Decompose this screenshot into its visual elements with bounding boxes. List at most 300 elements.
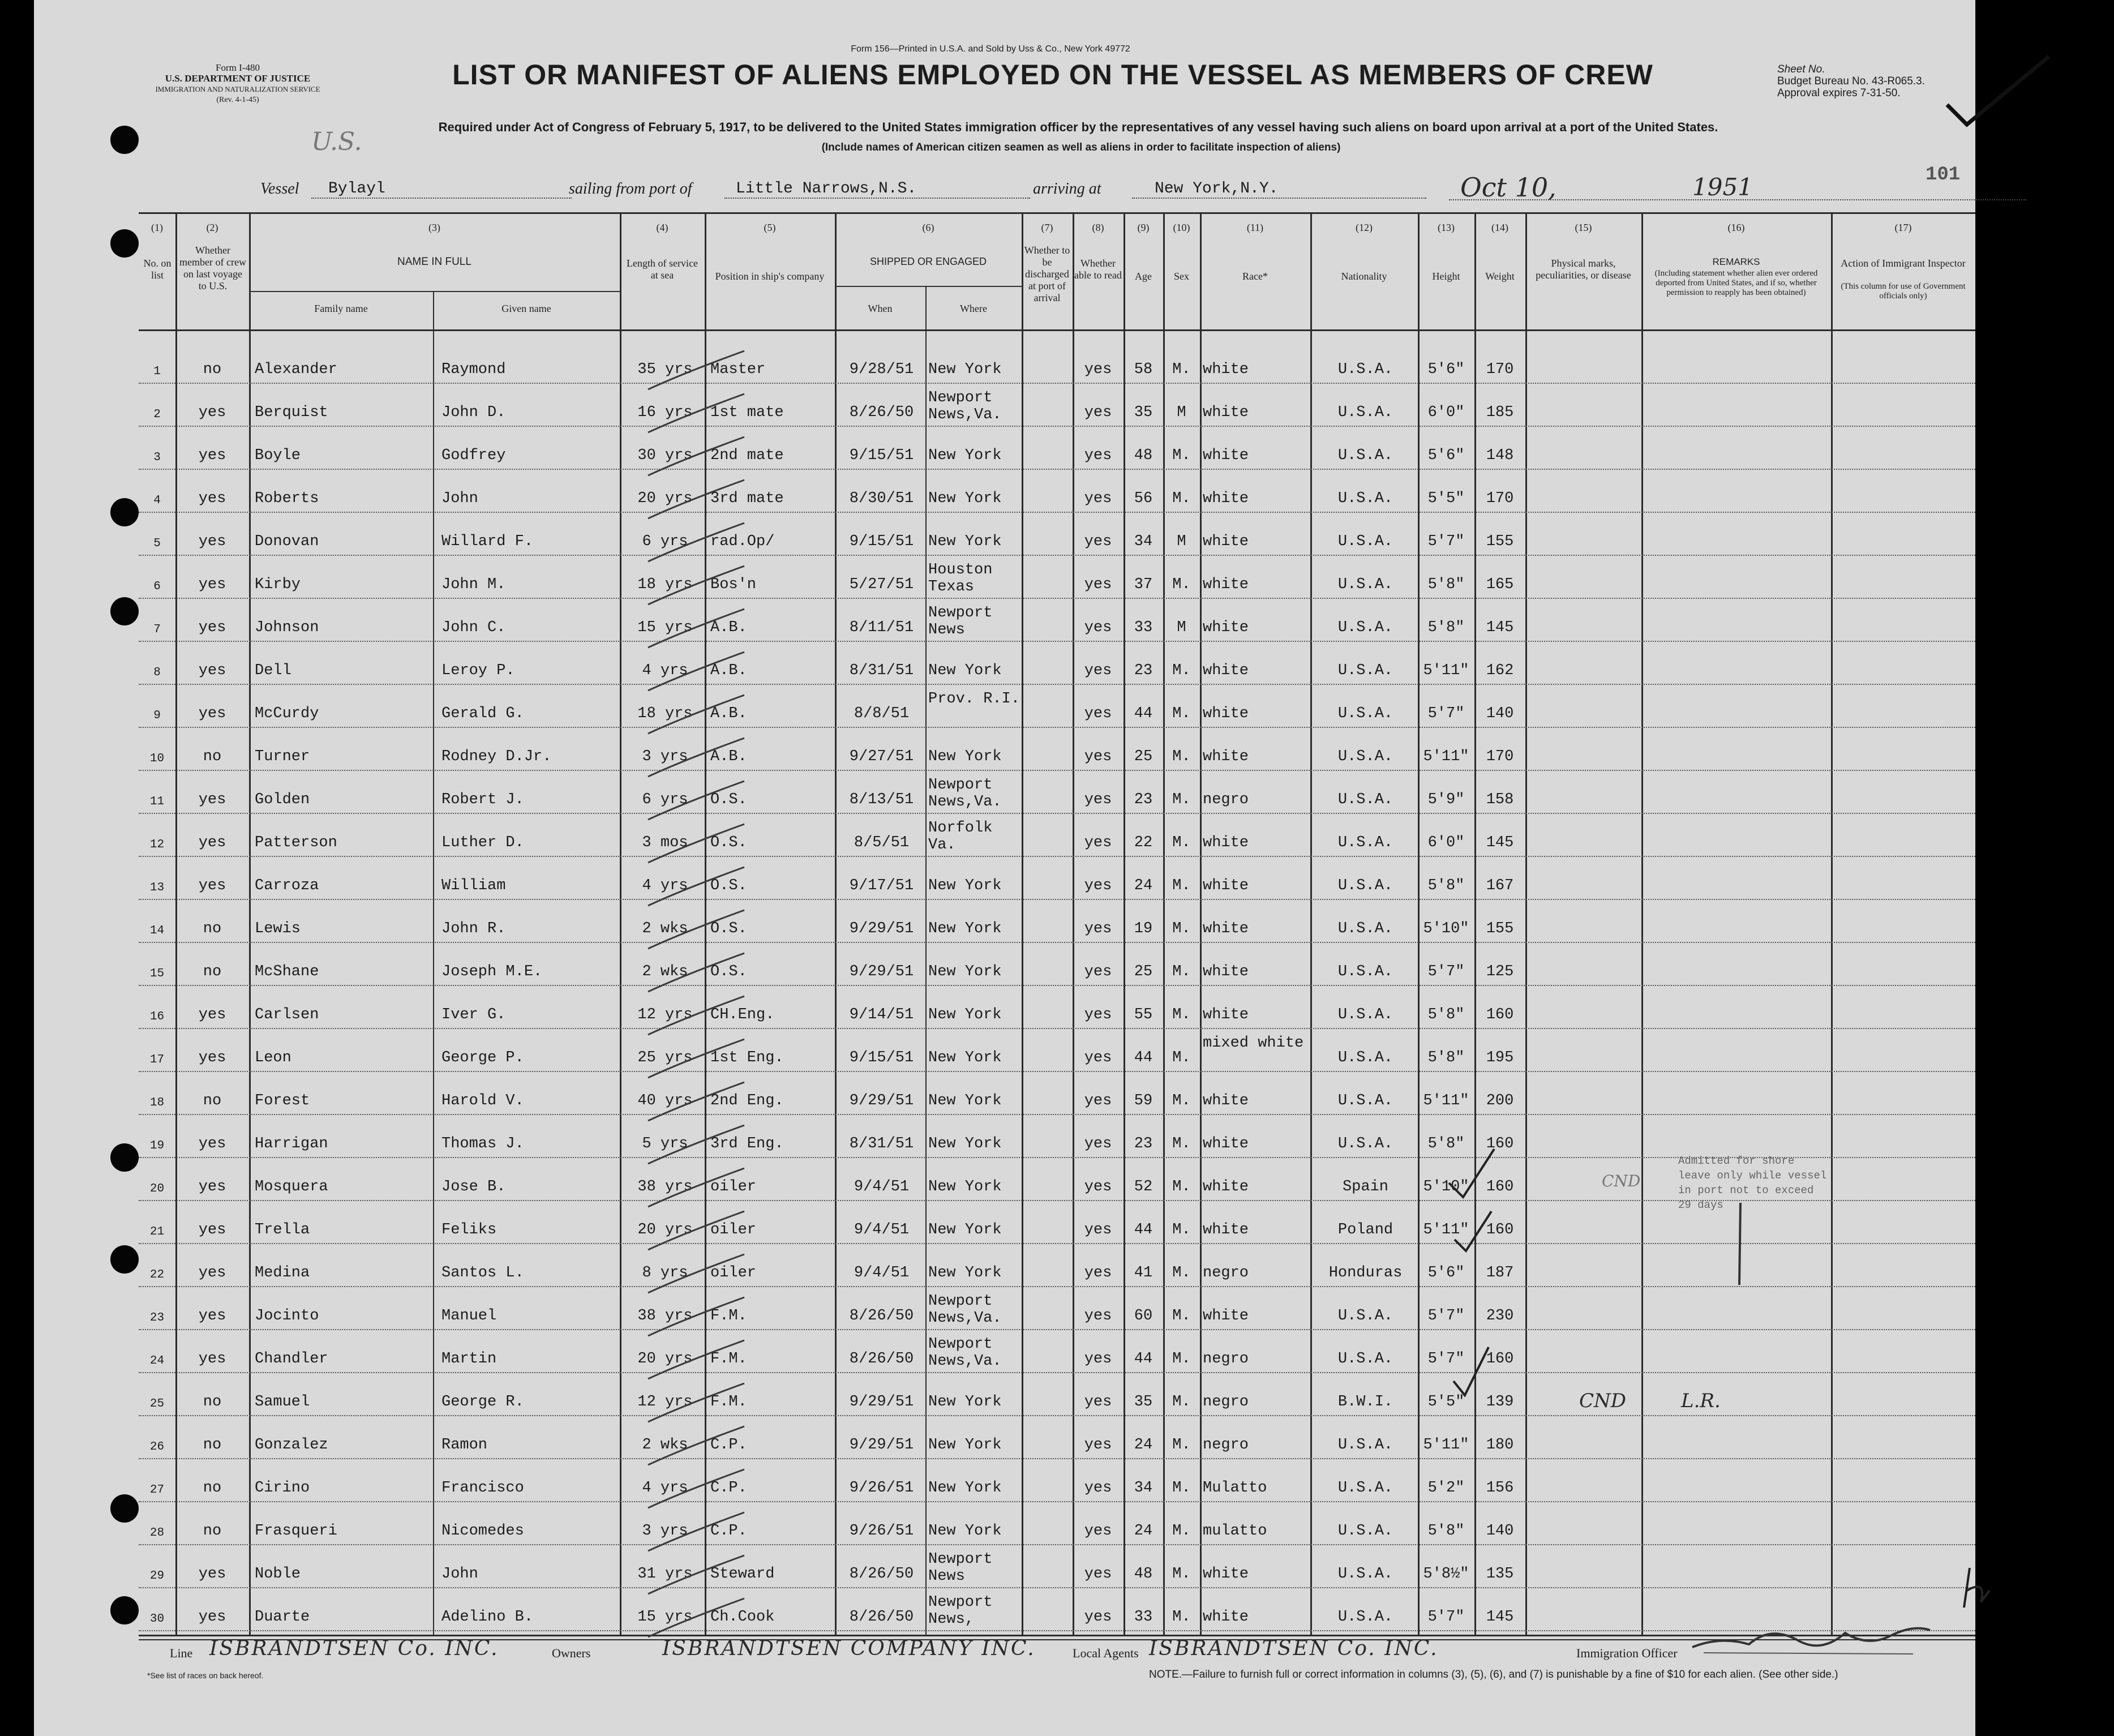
race-cell: white: [1203, 748, 1249, 765]
race-cell: white: [1203, 361, 1249, 378]
last-voyage-cell: no: [203, 1092, 222, 1109]
sex-cell: M.: [1172, 791, 1191, 808]
header-where: Where: [960, 303, 987, 314]
table-row: [34, 559, 1975, 602]
weight-cell: 139: [1486, 1394, 1514, 1411]
weight-cell: 170: [1486, 490, 1514, 507]
sex-cell: M.: [1172, 1221, 1191, 1238]
able-to-read-cell: yes: [1084, 404, 1112, 421]
nationality-cell: U.S.A.: [1337, 447, 1393, 464]
row-rule: [139, 1587, 1975, 1588]
row-number: 15: [149, 967, 165, 980]
height-cell: 5'6": [1427, 447, 1465, 464]
able-to-read-cell: yes: [1084, 1006, 1112, 1023]
height-cell: 5'5": [1427, 490, 1465, 507]
shipped-where-cell: New York: [928, 1178, 1002, 1195]
weight-cell: 187: [1486, 1265, 1514, 1281]
family-name-cell: Roberts: [255, 490, 319, 507]
nationality-cell: Spain: [1342, 1178, 1388, 1195]
include-note: (Include names of American citizen seamen as well as aliens in order to facilitate inspection of aliens): [821, 142, 1341, 153]
nationality-cell: Poland: [1337, 1221, 1393, 1238]
table-row: [34, 1463, 1975, 1506]
family-name-cell: Carroza: [255, 877, 319, 894]
race-cell: mixed white: [1203, 1035, 1304, 1052]
position-cell: F.M.: [710, 1351, 747, 1368]
department-name: U.S. DEPARTMENT OF JUSTICE: [165, 73, 311, 84]
shipped-when-cell: 9/29/51: [849, 920, 914, 937]
age-cell: 48: [1134, 1566, 1153, 1583]
weight-cell: 125: [1486, 963, 1514, 980]
height-cell: 5'8": [1427, 619, 1465, 636]
initial-mark-icon: [1958, 1562, 1998, 1613]
row-rule: [139, 1028, 1975, 1029]
arrival-date: Oct 10,: [1460, 172, 1556, 203]
age-cell: 44: [1134, 705, 1153, 722]
position-cell: A.B.: [710, 748, 747, 765]
shipped-where-cell: New York: [928, 963, 1002, 980]
age-cell: 44: [1134, 1221, 1153, 1238]
budget-bureau: Budget Bureau No. 43-R065.3.: [1777, 75, 1925, 87]
nationality-cell: U.S.A.: [1337, 1609, 1393, 1626]
position-cell: rad.Op/: [710, 533, 775, 550]
sex-cell: M.: [1172, 1265, 1191, 1281]
given-name-cell: Nicomedes: [441, 1523, 524, 1540]
given-name-cell: Francisco: [441, 1480, 524, 1497]
able-to-read-cell: yes: [1084, 1351, 1112, 1368]
col-number: (17): [1894, 222, 1912, 233]
given-name-cell: John C.: [441, 619, 506, 636]
given-name-cell: George P.: [441, 1049, 524, 1066]
row-number: 27: [149, 1484, 165, 1497]
table-row: [34, 1032, 1975, 1075]
table-row: [34, 387, 1975, 430]
row-number: 1: [153, 365, 161, 378]
position-cell: 1st mate: [710, 404, 784, 421]
height-cell: 5'9": [1427, 791, 1465, 808]
sex-cell: M.: [1172, 447, 1191, 464]
last-voyage-cell: no: [203, 1480, 222, 1497]
position-cell: O.S.: [710, 791, 747, 808]
last-voyage-cell: yes: [198, 877, 226, 894]
able-to-read-cell: yes: [1084, 963, 1112, 980]
able-to-read-cell: yes: [1084, 834, 1112, 851]
family-name-cell: Boyle: [255, 447, 301, 464]
shipped-when-cell: 8/26/50: [849, 1609, 914, 1626]
position-cell: Bos'n: [710, 576, 757, 593]
position-cell: oiler: [710, 1221, 757, 1238]
row-rule: [139, 598, 1975, 599]
us-stamp: U.S.: [311, 127, 362, 156]
shipped-where-cell: New York: [928, 361, 1002, 378]
age-cell: 35: [1134, 1394, 1153, 1411]
lr-annotation-row25: L.R.: [1681, 1390, 1721, 1412]
family-name-cell: Mosquera: [255, 1178, 328, 1195]
family-name-cell: Golden: [255, 791, 310, 808]
row-rule: [139, 813, 1975, 814]
race-cell: negro: [1203, 791, 1249, 808]
service-length-cell: 20 yrs: [637, 1221, 693, 1238]
shipped-where-cell: Newport News,Va.: [928, 1293, 1002, 1327]
shipped-when-cell: 9/14/51: [849, 1006, 914, 1023]
last-voyage-cell: no: [203, 361, 222, 378]
row-rule: [139, 426, 1975, 427]
able-to-read-cell: yes: [1084, 490, 1112, 507]
able-to-read-cell: yes: [1084, 1092, 1112, 1109]
table-row: [34, 774, 1975, 817]
given-name-cell: Martin: [441, 1351, 497, 1368]
header-nationality: Nationality: [1341, 271, 1387, 282]
page-number: 101: [1926, 164, 1961, 186]
height-cell: 5'7": [1427, 1351, 1465, 1368]
height-cell: 5'8½": [1423, 1566, 1469, 1583]
row-number: 12: [149, 838, 165, 851]
age-cell: 33: [1134, 1609, 1153, 1626]
shipped-where-cell: New York: [928, 447, 1002, 464]
given-name-cell: Willard F.: [441, 533, 534, 550]
weight-cell: 140: [1486, 1523, 1514, 1540]
age-cell: 19: [1134, 920, 1153, 937]
able-to-read-cell: yes: [1084, 705, 1112, 722]
shipped-where-cell: New York: [928, 662, 1002, 679]
height-cell: 5'5": [1427, 1394, 1465, 1411]
sex-cell: M.: [1172, 1308, 1191, 1324]
age-cell: 59: [1134, 1092, 1153, 1109]
given-name-cell: Ramon: [441, 1437, 488, 1454]
age-cell: 33: [1134, 619, 1153, 636]
weight-cell: 170: [1486, 748, 1514, 765]
height-cell: 5'6": [1427, 1265, 1465, 1281]
family-name-cell: Medina: [255, 1265, 310, 1281]
weight-cell: 160: [1486, 1351, 1514, 1368]
col-number: (7): [1041, 222, 1053, 233]
able-to-read-cell: yes: [1084, 1480, 1112, 1497]
header-bottom-border: [139, 329, 1975, 331]
row-rule: [139, 727, 1975, 728]
family-name-cell: Jocinto: [255, 1308, 319, 1324]
family-name-cell: Trella: [255, 1221, 310, 1238]
tally-stroke: [645, 1597, 747, 1643]
weight-cell: 140: [1486, 705, 1514, 722]
weight-cell: 135: [1486, 1566, 1514, 1583]
check-marks-height-icon: [1438, 1143, 1517, 1404]
able-to-read-cell: yes: [1084, 361, 1112, 378]
given-name-cell: Leroy P.: [441, 662, 515, 679]
sex-cell: M.: [1172, 834, 1191, 851]
shipped-when-cell: 9/26/51: [849, 1523, 914, 1540]
shipped-where-cell: Norfolk Va.: [928, 820, 993, 854]
header-race: Race*: [1242, 271, 1268, 282]
weight-cell: 160: [1486, 1135, 1514, 1152]
given-name-cell: Thomas J.: [441, 1135, 524, 1152]
family-name-cell: McCurdy: [255, 705, 319, 722]
service-length-cell: 20 yrs: [637, 1351, 693, 1368]
row-rule: [139, 469, 1975, 470]
height-cell: 5'11": [1423, 1221, 1469, 1238]
height-cell: 5'11": [1423, 748, 1469, 765]
weight-cell: 158: [1486, 791, 1514, 808]
header-age: Age: [1135, 271, 1152, 282]
able-to-read-cell: yes: [1084, 791, 1112, 808]
shipped-when-cell: 9/15/51: [849, 1049, 914, 1066]
row-rule: [139, 1329, 1975, 1330]
position-cell: C.P.: [710, 1480, 747, 1497]
shipped-when-cell: 8/26/50: [849, 404, 914, 421]
shipped-where-cell: Newport News,: [928, 1594, 993, 1628]
weight-cell: 165: [1486, 576, 1514, 593]
table-row: [34, 817, 1975, 860]
table-row: [34, 903, 1975, 946]
row-number: 29: [149, 1570, 165, 1583]
shipped-where-cell: Newport News,Va.: [928, 777, 1002, 811]
row-rule: [139, 1286, 1975, 1287]
immigration-officer-label: Immigration Officer: [1576, 1646, 1678, 1660]
header-physical-marks: Physical marks, peculiarities, or disease: [1536, 258, 1631, 281]
race-cell: negro: [1203, 1394, 1249, 1411]
given-name-cell: Raymond: [441, 361, 506, 378]
nationality-cell: U.S.A.: [1337, 576, 1393, 593]
table-row: [34, 860, 1975, 903]
sex-cell: M: [1177, 533, 1186, 550]
shipped-when-cell: 8/26/50: [849, 1308, 914, 1324]
sex-cell: M.: [1172, 1049, 1191, 1066]
service-length-cell: 38 yrs: [637, 1178, 693, 1195]
age-cell: 52: [1134, 1178, 1153, 1195]
col-number: (8): [1092, 222, 1104, 233]
height-cell: 5'11": [1423, 662, 1469, 679]
sex-cell: M.: [1172, 1394, 1191, 1411]
shipped-when-cell: 8/13/51: [849, 791, 914, 808]
able-to-read-cell: yes: [1084, 619, 1112, 636]
shipped-when-cell: 8/30/51: [849, 490, 914, 507]
height-cell: 6'0": [1427, 404, 1465, 421]
family-name-cell: Patterson: [255, 834, 337, 851]
row-rule: [139, 512, 1975, 513]
nationality-cell: U.S.A.: [1337, 662, 1393, 679]
able-to-read-cell: yes: [1084, 447, 1112, 464]
col-number: (16): [1727, 222, 1745, 233]
race-cell: white: [1203, 963, 1249, 980]
age-cell: 25: [1134, 748, 1153, 765]
shipped-where-cell: Prov. R.I.: [928, 691, 1020, 708]
row-number: 5: [153, 537, 161, 550]
row-number: 20: [149, 1182, 165, 1195]
nationality-cell: U.S.A.: [1337, 1049, 1393, 1066]
row-number: 26: [149, 1441, 165, 1454]
position-cell: oiler: [710, 1265, 757, 1281]
given-name-cell: Jose B.: [441, 1178, 506, 1195]
nationality-cell: U.S.A.: [1337, 619, 1393, 636]
sex-cell: M.: [1172, 490, 1191, 507]
col-number: (4): [656, 222, 668, 233]
local-agents-value: ISBRANDTSEN Co. INC.: [1149, 1637, 1439, 1660]
row-rule: [139, 770, 1975, 771]
table-row: [34, 1248, 1975, 1291]
weight-cell: 170: [1486, 361, 1514, 378]
sex-cell: M.: [1172, 576, 1191, 593]
shipped-when-cell: 8/26/50: [849, 1351, 914, 1368]
given-name-cell: John: [441, 1566, 478, 1583]
height-cell: 5'7": [1427, 533, 1465, 550]
sex-cell: M.: [1172, 1092, 1191, 1109]
shipped-when-cell: 9/15/51: [849, 447, 914, 464]
given-name-cell: George R.: [441, 1394, 524, 1411]
nationality-cell: B.W.I.: [1337, 1394, 1393, 1411]
weight-cell: 160: [1486, 1006, 1514, 1023]
family-name-cell: Harrigan: [255, 1135, 328, 1152]
header-family-name: Family name: [314, 303, 368, 314]
last-voyage-cell: yes: [198, 1006, 226, 1023]
race-cell: white: [1203, 834, 1249, 851]
shipped-where-cell: Newport News,Va.: [928, 389, 1002, 423]
weight-cell: 200: [1486, 1092, 1514, 1109]
sheet-info: [1777, 63, 1925, 99]
row-rule: [139, 1544, 1975, 1545]
header-remarks-note: (Including statement whether alien ever ordered deported from United States, and if so, whether permission to reapply has been obtained): [1654, 269, 1818, 297]
given-name-cell: John M.: [441, 576, 506, 593]
shipped-when-cell: 9/29/51: [849, 1394, 914, 1411]
nationality-cell: U.S.A.: [1337, 490, 1393, 507]
row-number: 7: [153, 623, 161, 636]
form-printer-line: Form 156—Printed in U.S.A. and Sold by Uss & Co., New York 49772: [851, 44, 1130, 54]
family-name-cell: Leon: [255, 1049, 291, 1066]
height-cell: 5'7": [1427, 705, 1465, 722]
age-cell: 24: [1134, 877, 1153, 894]
weight-cell: 155: [1486, 533, 1514, 550]
shipped-subheader-rule: [835, 286, 1022, 287]
height-cell: 5'10": [1423, 1178, 1469, 1195]
age-cell: 34: [1134, 1480, 1153, 1497]
given-name-cell: Luther D.: [441, 834, 524, 851]
race-cell: white: [1203, 920, 1249, 937]
owners-label: Owners: [552, 1646, 591, 1660]
able-to-read-cell: yes: [1084, 920, 1112, 937]
row-number: 16: [149, 1010, 165, 1023]
position-cell: 3rd Eng.: [710, 1135, 784, 1152]
height-cell: 5'8": [1427, 1523, 1465, 1540]
last-voyage-cell: yes: [198, 1566, 226, 1583]
age-cell: 44: [1134, 1351, 1153, 1368]
officer-signature: [1687, 1613, 1936, 1664]
sex-cell: M.: [1172, 1480, 1191, 1497]
arrival-year: 1951: [1692, 173, 1753, 201]
race-cell: white: [1203, 1566, 1249, 1583]
nationality-cell: U.S.A.: [1337, 361, 1393, 378]
last-voyage-cell: yes: [198, 1221, 226, 1238]
col-number: (13): [1438, 222, 1455, 233]
family-name-cell: Duarte: [255, 1609, 310, 1626]
shipped-where-cell: Newport News: [928, 605, 993, 638]
row-rule: [139, 856, 1975, 857]
shipped-where-cell: Newport News: [928, 1551, 993, 1585]
age-cell: 23: [1134, 1135, 1153, 1152]
age-cell: 22: [1134, 834, 1153, 851]
weight-cell: 185: [1486, 404, 1514, 421]
nationality-cell: U.S.A.: [1337, 533, 1393, 550]
given-name-cell: John D.: [441, 404, 506, 421]
family-name-cell: Dell: [255, 662, 291, 679]
vessel-line: [260, 164, 1961, 203]
nationality-cell: U.S.A.: [1337, 1523, 1393, 1540]
height-cell: 6'0": [1427, 834, 1465, 851]
service-length-cell: 12 yrs: [637, 1394, 693, 1411]
last-voyage-cell: yes: [198, 705, 226, 722]
punch-hole: [110, 126, 139, 154]
service-length-cell: 25 yrs: [637, 1049, 693, 1066]
able-to-read-cell: yes: [1084, 1265, 1112, 1281]
last-voyage-cell: yes: [198, 1178, 226, 1195]
table-row: [34, 344, 1975, 387]
line-value: ISBRANDTSEN Co. INC.: [209, 1637, 499, 1660]
weight-cell: 195: [1486, 1049, 1514, 1066]
height-cell: 5'10": [1423, 920, 1469, 937]
race-cell: Mulatto: [1203, 1480, 1267, 1497]
age-cell: 56: [1134, 490, 1153, 507]
table-row: [34, 516, 1975, 559]
race-cell: white: [1203, 1178, 1249, 1195]
family-name-cell: Donovan: [255, 533, 319, 550]
row-number: 21: [149, 1225, 165, 1238]
family-name-cell: Samuel: [255, 1394, 310, 1411]
position-cell: A.B.: [710, 705, 747, 722]
family-name-cell: McShane: [255, 963, 319, 980]
position-cell: 1st Eng.: [710, 1049, 784, 1066]
sex-cell: M.: [1172, 877, 1191, 894]
header-name-in-full: NAME IN FULL: [397, 256, 471, 268]
service-length-cell: 2 wks: [642, 920, 688, 937]
header-height: Height: [1432, 271, 1460, 282]
position-cell: F.M.: [710, 1394, 747, 1411]
shipped-when-cell: 9/29/51: [849, 1092, 914, 1109]
header-remarks: REMARKS: [1712, 256, 1760, 267]
row-rule: [139, 899, 1975, 900]
crew-list: [34, 344, 1975, 1635]
age-cell: 48: [1134, 447, 1153, 464]
sex-cell: M.: [1172, 1437, 1191, 1454]
height-cell: 5'6": [1427, 361, 1465, 378]
age-cell: 34: [1134, 533, 1153, 550]
header-discharged: Whether to be discharged at port of arrival: [1024, 245, 1070, 303]
form-number: Form I-480: [216, 62, 260, 73]
weight-cell: 145: [1486, 834, 1514, 851]
row-number: 4: [153, 494, 161, 507]
sex-cell: M.: [1172, 1609, 1191, 1626]
table-row: [34, 1549, 1975, 1592]
sex-cell: M.: [1172, 1566, 1191, 1583]
position-cell: O.S.: [710, 834, 747, 851]
family-name-cell: Gonzalez: [255, 1437, 328, 1454]
last-voyage-cell: yes: [198, 447, 226, 464]
weight-cell: 162: [1486, 662, 1514, 679]
nationality-cell: U.S.A.: [1337, 1566, 1393, 1583]
sex-cell: M.: [1172, 963, 1191, 980]
row-number: 23: [149, 1311, 165, 1324]
able-to-read-cell: yes: [1084, 1135, 1112, 1152]
service-length-cell: 18 yrs: [637, 705, 693, 722]
nationality-cell: U.S.A.: [1337, 963, 1393, 980]
nationality-cell: U.S.A.: [1337, 834, 1393, 851]
family-name-cell: Berquist: [255, 404, 328, 421]
position-cell: O.S.: [710, 963, 747, 980]
manifest-sheet: [34, 0, 1975, 1736]
row-number: 3: [153, 451, 161, 464]
shipped-where-cell: New York: [928, 1092, 1002, 1109]
row-rule: [139, 1458, 1975, 1459]
able-to-read-cell: yes: [1084, 877, 1112, 894]
age-cell: 55: [1134, 1006, 1153, 1023]
shipped-when-cell: 8/11/51: [849, 619, 914, 636]
shipped-where-cell: Houston Texas: [928, 561, 993, 595]
race-cell: white: [1203, 447, 1249, 464]
